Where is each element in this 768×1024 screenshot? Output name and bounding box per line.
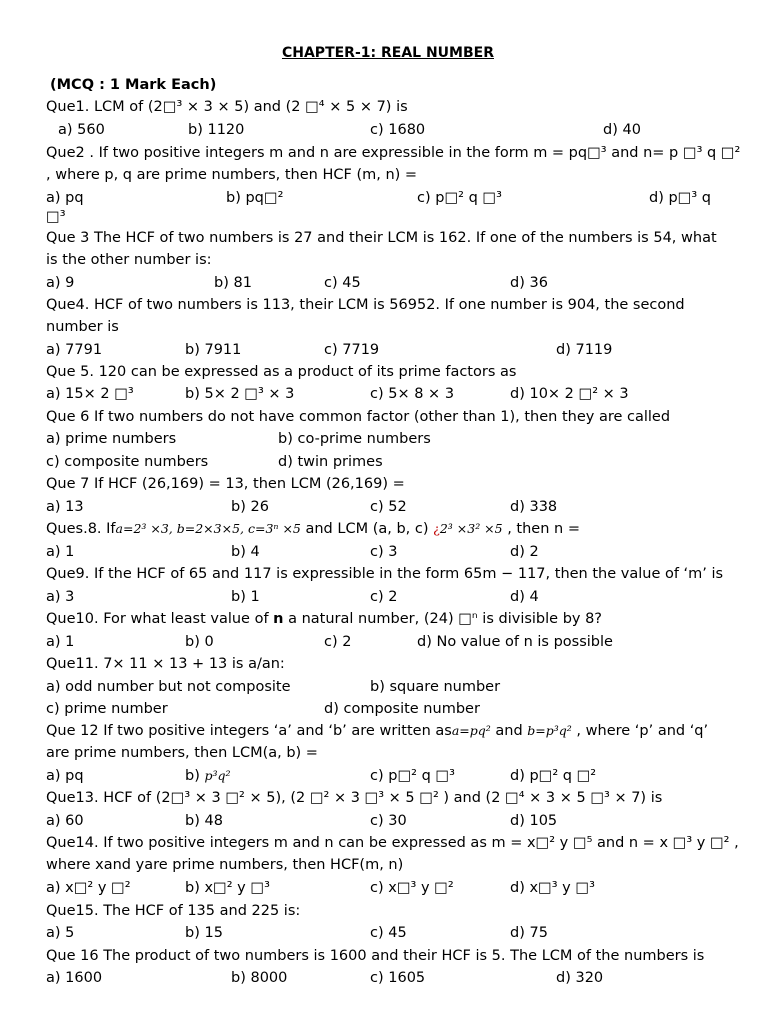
q16-option-b: b) 8000 xyxy=(231,970,288,986)
q12-option-d: d) p□² q □² xyxy=(510,768,597,784)
q10-option-d: d) No value of n is possible xyxy=(417,634,613,650)
q5-option-a: a) 15× 2 □³ xyxy=(46,386,134,402)
question-4-line-2: number is xyxy=(46,319,119,335)
q2-option-d-wrap: □³ xyxy=(46,209,66,225)
q9-option-a: a) 3 xyxy=(46,589,75,605)
q2-option-c: c) p□² q □³ xyxy=(417,190,502,206)
q16-option-c: c) 1605 xyxy=(370,970,426,986)
q9-option-b: b) 1 xyxy=(231,589,260,605)
q3-option-a: a) 9 xyxy=(46,275,75,291)
question-11: Que11. 7× 11 × 13 + 13 is a/an: xyxy=(46,656,285,672)
question-7: Que 7 If HCF (26,169) = 13, then LCM (26,169) = xyxy=(46,476,405,492)
q10-option-c: c) 2 xyxy=(324,634,352,650)
q16-option-a: a) 1600 xyxy=(46,970,103,986)
q12-expression-a: a=pq² xyxy=(451,723,491,738)
question-9: Que9. If the HCF of 65 and 117 is expressible in the form 65m − 117, then the value of ‘m’ is xyxy=(46,566,724,582)
q10-suffix: a natural number, (24) □ⁿ is divisible by 8? xyxy=(283,611,603,627)
q12-expression-b: b=p³q² xyxy=(527,723,572,738)
q1-option-d: d) 40 xyxy=(603,122,641,138)
q8-option-b: b) 4 xyxy=(231,544,260,560)
q8-expression-lcm: 2³ ×3² ×5 xyxy=(439,521,503,536)
q6-option-d: d) twin primes xyxy=(278,454,383,470)
page-title: CHAPTER-1: REAL NUMBER xyxy=(281,45,494,61)
q5-option-b: b) 5× 2 □³ × 3 xyxy=(185,386,295,402)
q8-option-a: a) 1 xyxy=(46,544,75,560)
question-2-line-2: , where p, q are prime numbers, then HCF (m, n) = xyxy=(46,167,418,183)
question-2-line-1: Que2 . If two positive integers m and n are expressible in the form m = pq□³ and n= p □³ q □² xyxy=(46,145,741,161)
question-10 xyxy=(46,608,602,630)
q8-error-mark: ¿ xyxy=(433,521,440,536)
question-5: Que 5. 120 can be expressed as a product of its prime factors as xyxy=(46,364,517,380)
question-14-line-2: where xand yare prime numbers, then HCF(m, n) xyxy=(46,857,404,873)
q15-option-b: b) 15 xyxy=(185,925,223,941)
q10-prefix: Que10. For what least value of xyxy=(46,611,274,627)
q7-option-a: a) 13 xyxy=(46,499,84,515)
q12-option-b-label: b) xyxy=(185,768,205,784)
q14-option-c: c) x□³ y □² xyxy=(370,880,454,896)
q7-option-b: b) 26 xyxy=(231,499,269,515)
question-16: Que 16 The product of two numbers is 1600 and their HCF is 5. The LCM of the numbers is xyxy=(46,948,705,964)
q1-option-c: c) 1680 xyxy=(370,122,426,138)
q16-option-d: d) 320 xyxy=(556,970,604,986)
q6-option-a: a) prime numbers xyxy=(46,431,177,447)
q2-option-b: b) pq□² xyxy=(226,190,284,206)
q12-option-b-expression: p³q² xyxy=(204,768,231,783)
q5-option-c: c) 5× 8 × 3 xyxy=(370,386,455,402)
q13-option-c: c) 30 xyxy=(370,813,407,829)
section-subtitle: (MCQ : 1 Mark Each) xyxy=(50,77,217,93)
q12-suffix: , where ‘p’ and ‘q’ xyxy=(571,723,709,739)
question-3-line-2: is the other number is: xyxy=(46,252,212,268)
q12-prefix: Que 12 If two positive integers ‘a’ and ‘b’ are written as xyxy=(46,723,452,739)
q8-expression-abc: a=2³ ×3, b=2×3×5, c=3ⁿ ×5 xyxy=(115,521,301,536)
q13-option-b: b) 48 xyxy=(185,813,223,829)
q10-option-b: b) 0 xyxy=(185,634,214,650)
q12-option-b xyxy=(185,765,231,787)
q3-option-b: b) 81 xyxy=(214,275,252,291)
question-14-line-1: Que14. If two positive integers m and n can be expressed as m = x□² y □⁵ and n = x □³ y □² , xyxy=(46,835,739,851)
q4-option-d: d) 7119 xyxy=(556,342,613,358)
q6-option-c: c) composite numbers xyxy=(46,454,209,470)
q3-option-d: d) 36 xyxy=(510,275,548,291)
q4-option-c: c) 7719 xyxy=(324,342,380,358)
q12-option-a: a) pq xyxy=(46,768,84,784)
q7-option-d: d) 338 xyxy=(510,499,558,515)
q12-option-c: c) p□² q □³ xyxy=(370,768,455,784)
q12-middle: and xyxy=(490,723,528,739)
q1-option-b: b) 1120 xyxy=(188,122,245,138)
question-12-line-1 xyxy=(46,720,708,742)
q4-option-a: a) 7791 xyxy=(46,342,103,358)
q8-middle: and LCM (a, b, c) xyxy=(300,521,434,537)
q13-option-a: a) 60 xyxy=(46,813,84,829)
q10-option-a: a) 1 xyxy=(46,634,75,650)
q11-option-b: b) square number xyxy=(370,679,501,695)
q3-option-c: c) 45 xyxy=(324,275,361,291)
q4-option-b: b) 7911 xyxy=(185,342,242,358)
q8-option-c: c) 3 xyxy=(370,544,398,560)
q14-option-b: b) x□² y □³ xyxy=(185,880,270,896)
question-1: Que1. LCM of (2□³ × 3 × 5) and (2 □⁴ × 5 × 7) is xyxy=(46,99,408,115)
q10-bold-n: n xyxy=(273,611,284,627)
q7-option-c: c) 52 xyxy=(370,499,407,515)
q15-option-a: a) 5 xyxy=(46,925,75,941)
question-6: Que 6 If two numbers do not have common factor (other than 1), then they are called xyxy=(46,409,671,425)
q8-prefix: Ques.8. If xyxy=(46,521,116,537)
question-15: Que15. The HCF of 135 and 225 is: xyxy=(46,903,301,919)
q6-option-b: b) co-prime numbers xyxy=(278,431,431,447)
q11-option-d: d) composite number xyxy=(324,701,480,717)
q2-option-d: d) p□³ q xyxy=(649,190,712,206)
q8-option-d: d) 2 xyxy=(510,544,539,560)
question-3-line-1: Que 3 The HCF of two numbers is 27 and their LCM is 162. If one of the numbers is 54, what xyxy=(46,230,717,246)
question-8 xyxy=(46,518,580,540)
q5-option-d: d) 10× 2 □² × 3 xyxy=(510,386,629,402)
q14-option-d: d) x□³ y □³ xyxy=(510,880,595,896)
q2-option-a: a) pq xyxy=(46,190,84,206)
q9-option-d: d) 4 xyxy=(510,589,539,605)
q13-option-d: d) 105 xyxy=(510,813,558,829)
q9-option-c: c) 2 xyxy=(370,589,398,605)
q11-option-a: a) odd number but not composite xyxy=(46,679,291,695)
q11-option-c: c) prime number xyxy=(46,701,168,717)
q15-option-c: c) 45 xyxy=(370,925,407,941)
q15-option-d: d) 75 xyxy=(510,925,548,941)
question-13: Que13. HCF of (2□³ × 3 □² × 5), (2 □² × 3 □³ × 5 □² ) and (2 □⁴ × 3 × 5 □³ × 7) is xyxy=(46,790,663,806)
q8-suffix: , then n = xyxy=(502,521,580,537)
question-4-line-1: Que4. HCF of two numbers is 113, their LCM is 56952. If one number is 904, the second xyxy=(46,297,685,313)
question-12-line-2: are prime numbers, then LCM(a, b) = xyxy=(46,745,318,761)
q1-option-a: a) 560 xyxy=(58,122,105,138)
q14-option-a: a) x□² y □² xyxy=(46,880,131,896)
